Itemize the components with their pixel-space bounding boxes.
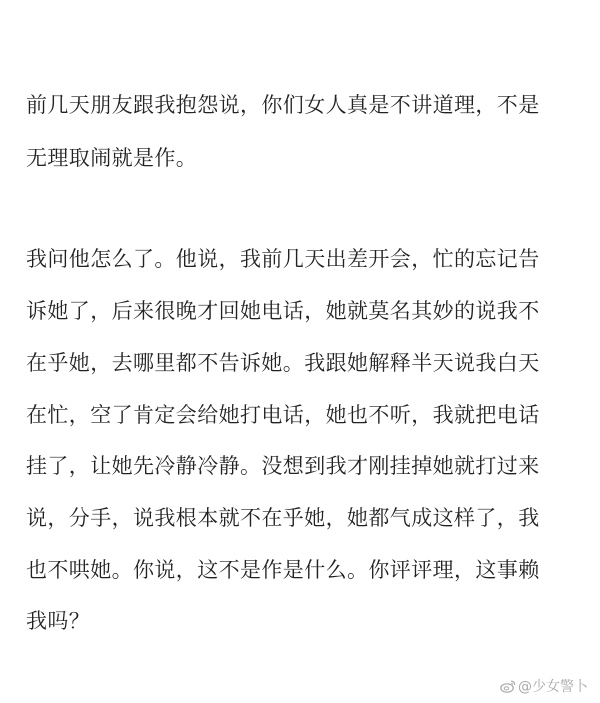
watermark-text: @少女警卜 <box>518 679 588 695</box>
paragraph-2-line-8: 我吗？ <box>26 609 91 633</box>
paragraph-2-line-7: 也不哄她。你说，这不是作是什么。你评评理，这事赖 <box>26 558 540 582</box>
paragraph-2-line-1: 我问他怎么了。他说，我前几天出差开会，忙的忘记告 <box>26 247 540 271</box>
paragraph-1-line-1: 前几天朋友跟我抱怨说，你们女人真是不讲道理，不是 <box>26 93 540 117</box>
weibo-watermark <box>500 678 588 696</box>
paragraph-2-line-3: 在乎她，去哪里都不告诉她。我跟她解释半天说我白天 <box>26 351 540 375</box>
paragraph-1-line-2: 无理取闹就是作。 <box>26 146 198 170</box>
paragraph-2-line-4: 在忙，空了肯定会给她打电话，她也不听，我就把电话 <box>26 403 540 427</box>
paragraph-2-line-5: 挂了，让她先冷静冷静。没想到我才刚挂掉她就打过来 <box>26 454 540 478</box>
paragraph-2-line-2: 诉她了，后来很晚才回她电话，她就莫名其妙的说我不 <box>26 299 540 323</box>
paragraph-2-line-6: 说，分手，说我根本就不在乎她，她都气成这样了，我 <box>26 506 540 530</box>
weibo-icon <box>500 679 516 693</box>
